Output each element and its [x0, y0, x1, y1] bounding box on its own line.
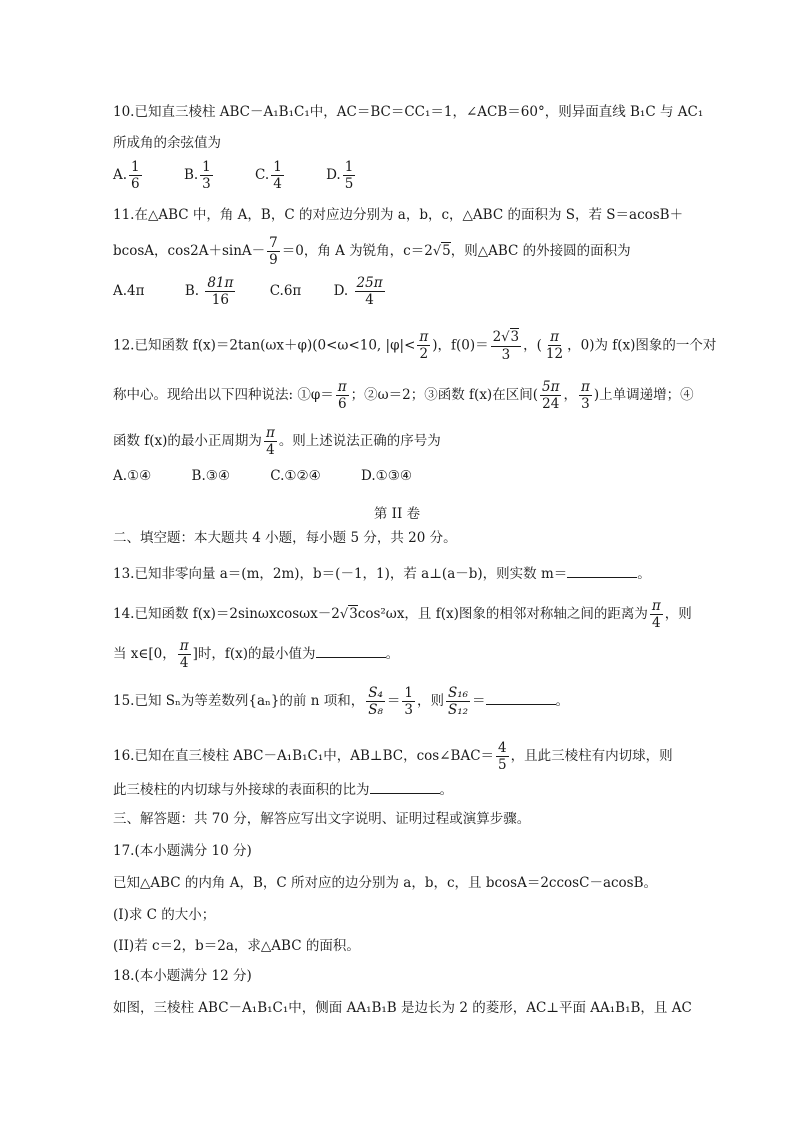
q13: 13.已知非零向量 a＝(m，2m)，b＝(－1，1)，若 a⊥(a－b)，则实数 m＝ 。 — [113, 566, 651, 582]
answer-blank — [316, 645, 386, 658]
solve-heading: 三、解答题：共 70 分，解答应写出文字说明、证明过程或演算步骤。 — [113, 811, 531, 827]
q11-option-b: B. $\frac{81\pi}{16}$ — [184, 275, 234, 309]
q10-option-b: B. $\frac{1}{3}$ — [183, 159, 211, 193]
q11-options — [113, 276, 387, 307]
q11-line-1: 11.在△ABC 中，角 A，B，C 的对应边分别为 a，b，c，△ABC 的面积为 S，若 S＝acosB＋ — [113, 207, 684, 223]
q10-line-2: 所成角的余弦值为 — [113, 135, 221, 151]
q12-option-b: B.③④ — [191, 468, 230, 484]
q12-line-1: 12.已知函数 f(x)＝2tan(ωx＋φ)(0<ω<10, |φ|< $\frac{\pi}{2}$ )，f(0)＝ $\frac{2√3}{3}$ ，( $\frac{\pi}{12}$ ，0)为 f(x)图象的一个对 — [113, 329, 717, 363]
q10-option-c: C. $\frac{1}{4}$ — [255, 159, 282, 193]
q10-option-a: A. $\frac{1}{6}$ — [113, 159, 140, 193]
fill-heading: 二、填空题：本大题共 4 小题，每小题 5 分，共 20 分。 — [113, 530, 457, 546]
q15: 15.已知 Sₙ为等差数列{aₙ}的前 n 项和， $\frac{\text{S₄}}{\text{S₈}}$ ＝ $\frac{1}{3}$ ，则 $\frac{\text{S₁₆}}{\text{S₁₂}}$ ＝ 。 — [113, 685, 570, 719]
q10-options — [113, 160, 357, 191]
q17-part-1: (I)求 C 的大小； — [113, 907, 216, 923]
q12-option-d: D.①③④ — [361, 468, 412, 484]
q18-stem: 如图，三棱柱 ABC－A₁B₁C₁中，侧面 AA₁B₁B 是边长为 2 的菱形，AC⊥平面 AA₁B₁B，且 AC — [113, 1000, 692, 1016]
q11-line-2: bcosA，cos2A＋sinA－ $\frac{7}{9}$ ＝0，角 A 为锐角，c＝2√5，则△ABC 的外接圆的面积为 — [113, 235, 631, 269]
q10-option-d: D. $\frac{1}{5}$ — [326, 159, 354, 193]
q12-option-c: C.①②④ — [270, 468, 321, 484]
q17-title: 17.(本小题满分 10 分) — [113, 843, 252, 859]
q12-options — [113, 470, 412, 484]
q16-line-1: 16.已知在直三棱柱 ABC－A₁B₁C₁中，AB⊥BC，cos∠BAC＝ $\frac{4}{5}$ ，且此三棱柱有内切球，则 — [113, 740, 673, 774]
q18-title: 18.(本小题满分 12 分) — [113, 968, 252, 984]
q11-option-a: A.4π — [113, 283, 145, 300]
q11-option-c: C.6π — [269, 283, 302, 300]
q11-option-d: D. $\frac{25\pi}{4}$ — [333, 275, 383, 309]
q12-line-3: 函数 f(x)的最小正周期为 $\frac{\pi}{4}$ 。则上述说法正确的序号为 — [113, 425, 441, 459]
q12-option-a: A.①④ — [113, 468, 152, 484]
q16-line-2: 此三棱柱的内切球与外接球的表面积的比为 。 — [113, 782, 453, 798]
section-title: 第 II 卷 — [373, 506, 421, 522]
answer-blank — [486, 692, 556, 705]
q14-line-1: 14.已知函数 f(x)＝2sinωxcosωx－2√3cos²ωx，且 f(x)图象的相邻对称轴之间的距离为 $\frac{\pi}{4}$ ，则 — [113, 598, 692, 632]
q17-stem: 已知△ABC 的内角 A，B，C 所对应的边分别为 a，b，c，且 bcosA＝2ccosC－acosB。 — [113, 875, 658, 891]
q12-line-2: 称中心。现给出以下四种说法: ①φ＝ $\frac{\pi}{6}$ ；②ω＝2；③函数 f(x)在区间( $\frac{5\pi}{24}$ ， $\frac{\pi}{3}$ )上单调递增；④ — [113, 379, 694, 413]
q14-line-2: 当 x∈[0， $\frac{\pi}{4}$ ]时，f(x)的最小值为 。 — [113, 638, 400, 672]
answer-blank — [567, 565, 637, 578]
q10-line-1: 10.已知直三棱柱 ABC－A₁B₁C₁中，AC＝BC＝CC₁＝1，∠ACB＝60°，则异面直线 B₁C 与 AC₁ — [113, 104, 704, 120]
answer-blank — [370, 781, 440, 794]
q17-part-2: (II)若 c＝2，b＝2a，求△ABC 的面积。 — [113, 938, 360, 954]
